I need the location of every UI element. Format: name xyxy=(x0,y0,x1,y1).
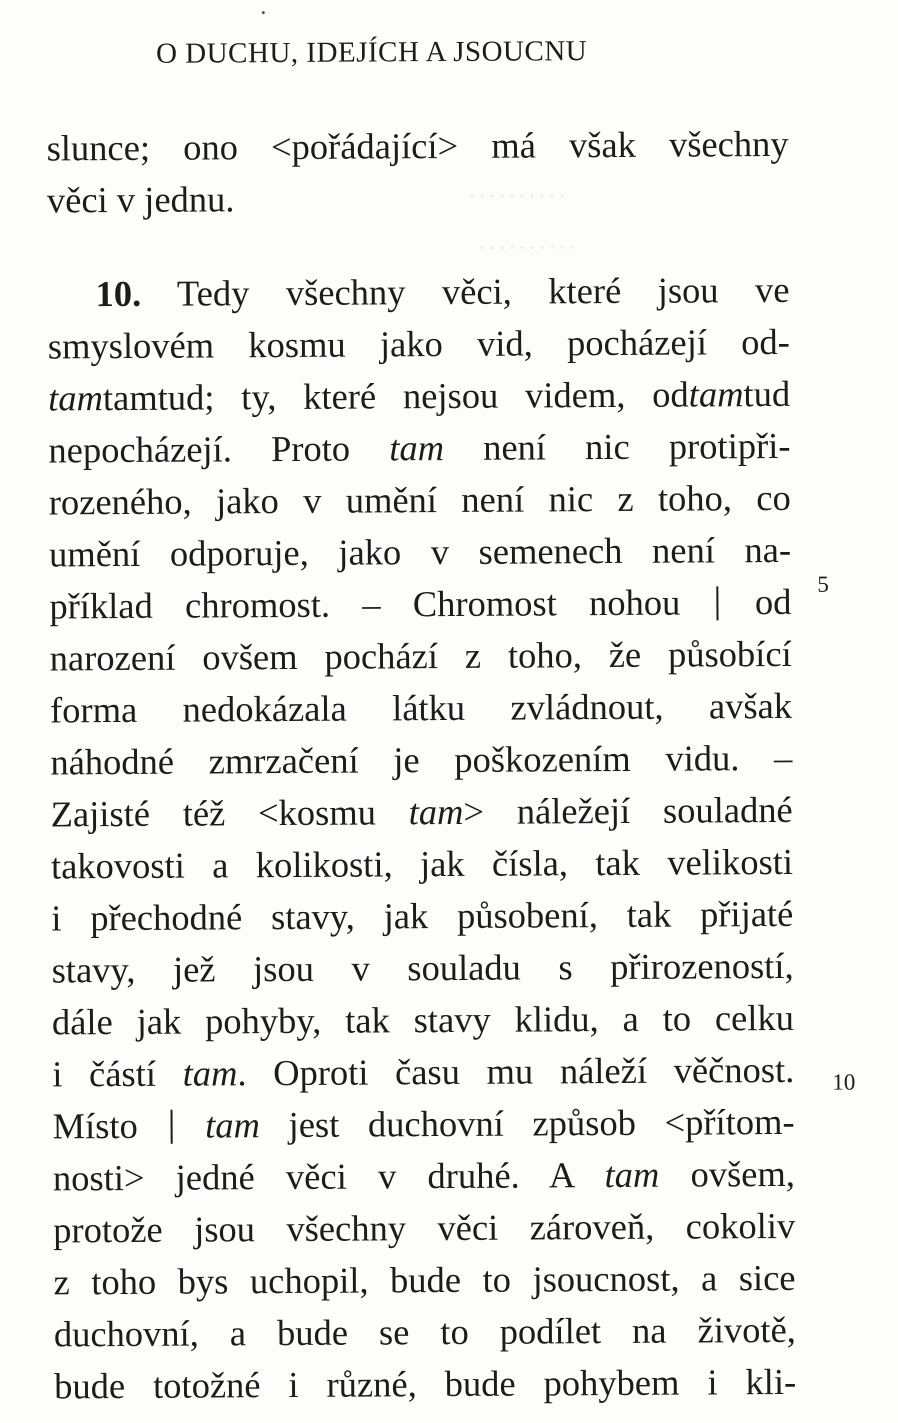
show-through-text: ·········· xyxy=(477,231,578,265)
text-line: umění odporuje, jako v semenech není na- xyxy=(48,528,792,575)
text-line: takovosti a kolikosti, jak čísla, tak velikosti xyxy=(50,840,794,887)
italic-word: tam xyxy=(182,1052,238,1094)
italic-word: tam xyxy=(205,1104,261,1146)
text-line: protože jsou všechny věci zároveň, cokoliv xyxy=(53,1204,796,1251)
text-line: forma nedokázala látku zvládnout, avšak xyxy=(49,684,793,731)
text-line: náhodné zmrzačení je poškozením vidu. – xyxy=(50,736,793,783)
text-line: bude totožné i různé, bude pohybem i kli- xyxy=(54,1360,797,1407)
italic-word: tam xyxy=(688,373,744,415)
text-line: dále jak pohyby, tak stavy klidu, a to celku xyxy=(51,996,795,1043)
text-line: z toho bys uchopil, bude to jsoucnost, a sice xyxy=(53,1256,796,1303)
text-line: stavy, jež jsou v souladu s přirozeností, xyxy=(51,944,794,991)
body-text xyxy=(46,118,797,1407)
italic-word: tam xyxy=(389,427,445,469)
text-line: nosti> jedné věci v druhé. A tam ovšem, xyxy=(52,1152,796,1199)
page-break-marker xyxy=(717,586,719,620)
show-through-text: ·········· xyxy=(466,179,567,213)
section-number: 10. xyxy=(95,272,142,315)
italic-word: tam xyxy=(48,377,104,419)
line-number-10: 10 xyxy=(832,1069,856,1095)
text-line: příklad chromost. – Chromost nohou od xyxy=(49,580,792,627)
text-line: 10. Tedy všechny věci, které jsou ve xyxy=(95,268,790,315)
text-fragment: tud xyxy=(743,372,791,415)
text-line: slunce; ono <pořádající> má však všechny xyxy=(46,122,789,169)
text-line: Zajisté též <kosmu tam> náležejí souladné xyxy=(50,788,793,835)
italic-word: tam xyxy=(408,790,464,833)
text-line: rozeného, jako v umění není nic z toho, co xyxy=(48,476,791,523)
text-line: smyslovém kosmu jako vid, pocházejí od- xyxy=(47,320,790,367)
text-line: i částí tam. Oproti času mu náleží věčnost. xyxy=(52,1048,795,1095)
text-line: Místo tam jest duchovní způsob <přítom- xyxy=(52,1100,795,1147)
scan-speck xyxy=(262,11,265,14)
text-line: nepocházejí. Proto tam není nic protipři- xyxy=(48,424,791,471)
italic-word: tam xyxy=(604,1153,660,1196)
text-line: narození ovšem pochází z toho, že působící xyxy=(49,632,792,679)
text-line: i přechodné stavy, jak působení, tak přijaté xyxy=(51,892,794,939)
page-break-marker xyxy=(170,1110,172,1144)
running-head: O DUCHU, IDEJÍCH A JSOUCNU xyxy=(155,35,588,70)
text-line: duchovní, a bude se to podílet na životě, xyxy=(53,1308,796,1355)
line-number-5: 5 xyxy=(817,571,829,597)
text-line: věci v jednu. xyxy=(46,178,235,221)
text-line: tamtamtud; ty, které nejsou videm, odtamtud xyxy=(48,372,791,419)
